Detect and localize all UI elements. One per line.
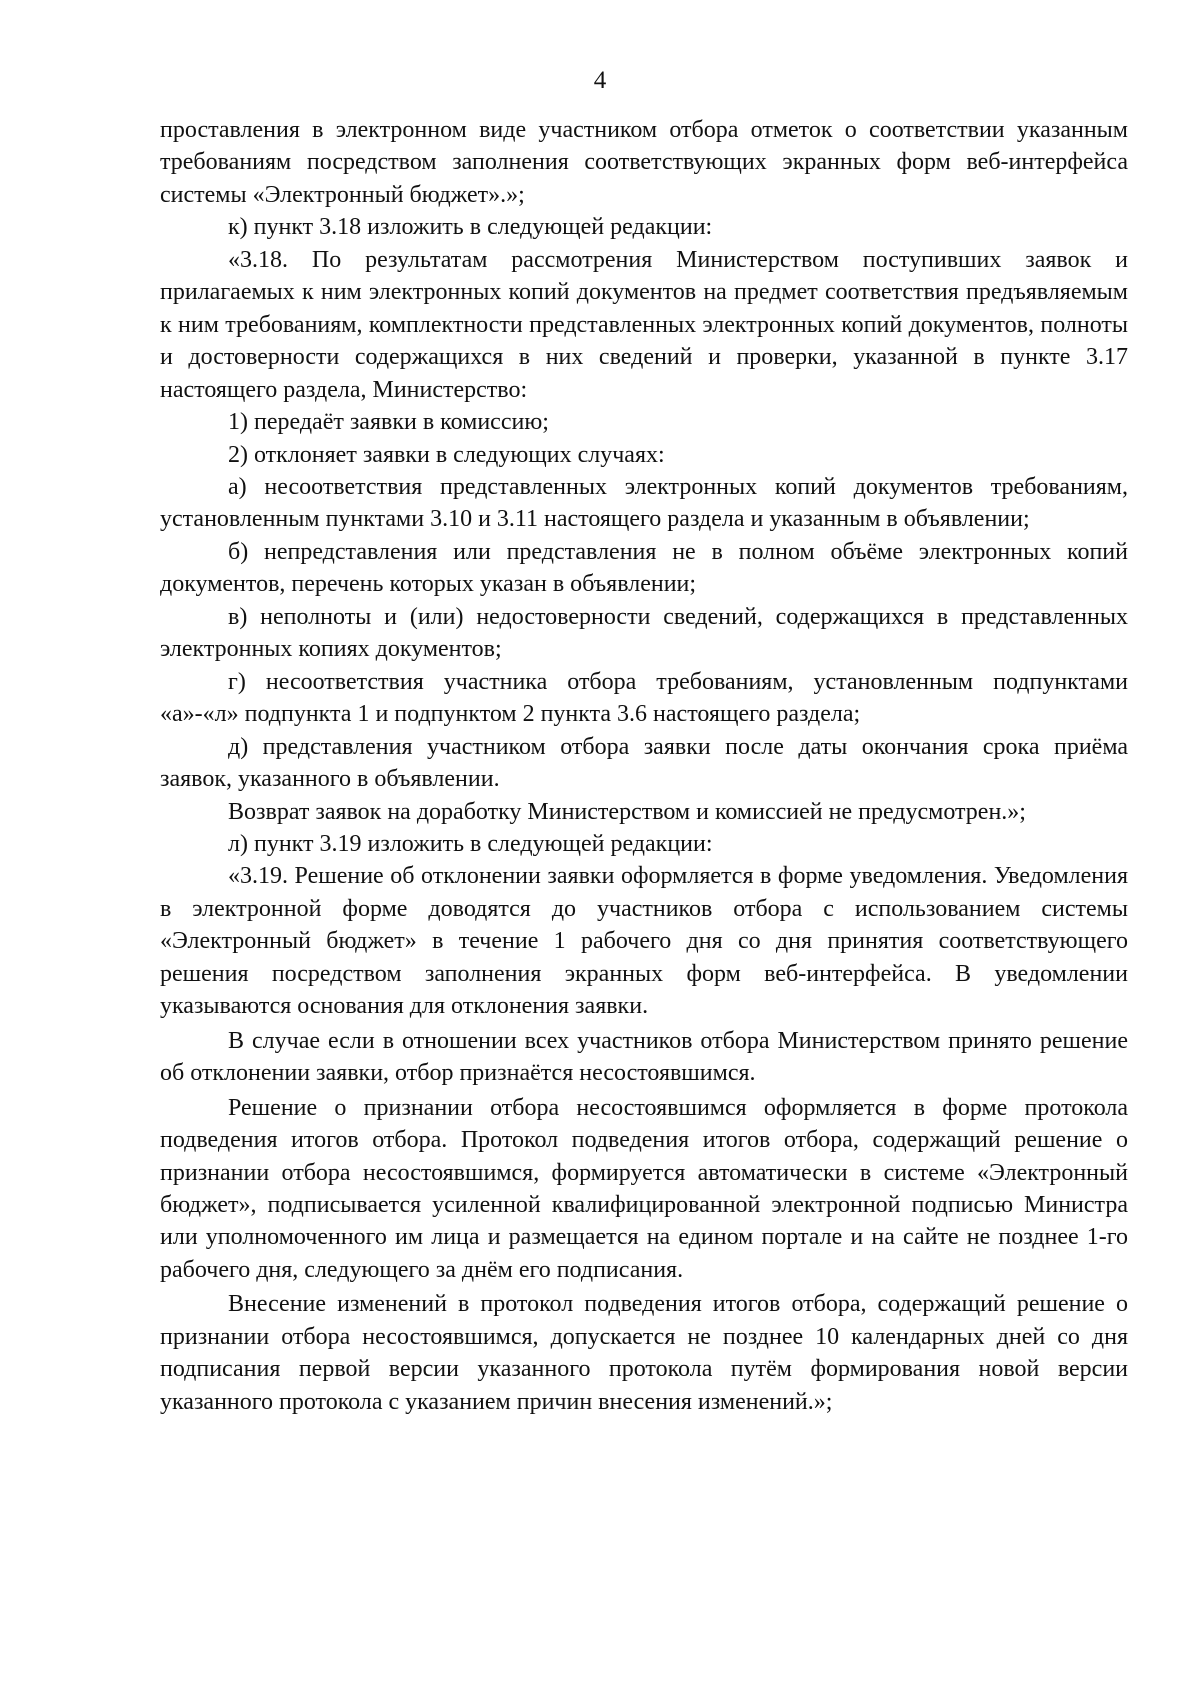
paragraph: д) представления участником отбора заявки после даты окончания срока приёма заявок, указанного в объявлении. (160, 733, 1128, 793)
paragraph: в) неполноты и (или) недостоверности сведений, содержащихся в представленных электронных копиях документов; (160, 603, 1128, 663)
paragraph: Внесение изменений в протокол подведения итогов отбора, содержащий решение о признании отбора несостоявшимся, допускается не позднее 10 календарных дней со дня подписания первой версии указанного протокола путём формирования новой версии указанного протокола с указанием причин внесения изменений.»; (160, 1291, 1128, 1415)
paragraph: 1) передаёт заявки в комиссию; (228, 409, 549, 436)
paragraph: В случае если в отношении всех участников отбора Министерством принято решение об отклонении заявки, отбор признаётся несостоявшимся. (160, 1027, 1128, 1087)
paragraph: Решение о признании отбора несостоявшимся оформляется в форме протокола подведения итогов отбора. Протокол подведения итогов отбора, содержащий решение о признании отбора несостоявшимся, формируется автоматически в системе «Электронный бюджет», подписывается усиленной квалифицированной электронной подписью Министра или уполномоченного им лица и размещается на едином портале и на сайте не позднее 1-го рабочего дня, следующего за днём его подписания. (160, 1094, 1128, 1283)
page-number: 4 (593, 67, 607, 94)
paragraph: г) несоответствия участника отбора требованиям, установленным подпунктами «а»-«л» подпункта 1 и подпунктом 2 пункта 3.6 настоящего раздела; (160, 668, 1128, 728)
paragraph: проставления в электронном виде участником отбора отметок о соответствии указанным требованиям посредством заполнения соответствующих экранных форм веб-интерфейса системы «Электронный бюджет».»; (160, 117, 1128, 208)
paragraph: л) пункт 3.19 изложить в следующей редакции: (228, 830, 713, 857)
paragraph: Возврат заявок на доработку Министерством и комиссией не предусмотрен.»; (228, 798, 1026, 825)
paragraph: к) пункт 3.18 изложить в следующей редакции: (228, 214, 713, 241)
paragraph: 2) отклоняет заявки в следующих случаях: (228, 441, 665, 468)
document-body (160, 114, 1128, 1418)
paragraph: а) несоответствия представленных электронных копий документов требованиям, установленным пунктами 3.10 и 3.11 настоящего раздела и указанным в объявлении; (160, 473, 1128, 533)
paragraph: «3.18. По результатам рассмотрения Министерством поступивших заявок и прилагаемых к ним электронных копий документов на предмет соответствия предъявляемым к ним требованиям, комплектности представленных электронных копий документов, полноты и достоверности содержащихся в них сведений и проверки, указанной в пункте 3.17 настоящего раздела, Министерство: (160, 246, 1128, 403)
paragraph: «3.19. Решение об отклонении заявки оформляется в форме уведомления. Уведомления в электронной форме доводятся до участников отбора с использованием системы «Электронный бюджет» в течение 1 рабочего дня со дня принятия соответствующего решения посредством заполнения экранных форм веб-интерфейса. В уведомлении указываются основания для отклонения заявки. (160, 863, 1128, 1020)
paragraph: б) непредставления или представления не в полном объёме электронных копий документов, перечень которых указан в объявлении; (160, 538, 1128, 598)
